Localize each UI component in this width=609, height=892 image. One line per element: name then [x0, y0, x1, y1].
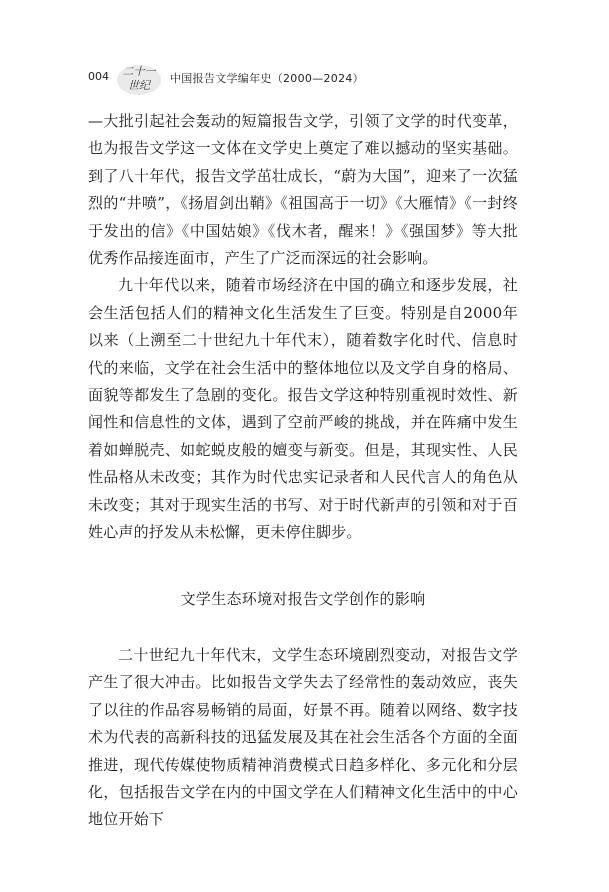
paragraph-1: —大批引起社会轰动的短篇报告文学，引领了文学的时代变革，也为报告文学这一文体在文学史上奠定了难以撼动的坚实基础。到了八十年代，报告文学茁壮成长，“蔚为大国”，迎来了一次猛烈的“井喷”，《扬眉剑出鞘》《祖国高于一切》《大雁情》《一封终于发出的信》《中国姑娘》《伐木者，醒来！》《强国梦》等大批优秀作品接连面市，产生了广泛而深远的社会影响。 — [88, 112, 518, 268]
section-body-text — [88, 642, 518, 834]
svg-text:世纪: 世纪 — [128, 79, 150, 92]
section-paragraph-1: 二十世纪九十年代末，文学生态环境剧烈变动，对报告文学产生了很大冲击。比如报告文学失去了经常性的轰动效应，丧失了以往的作品容易畅销的局面，好景不再。随着以网络、数字技术为代表的高新科技的迅猛发展及其在社会生活各个方面的全面推进，现代传媒使物质精神消费模式日趋多样化、多元化和分层化，包括报告文学在内的中国文学在人们精神文化生活中的中心地位开始下 — [88, 646, 518, 829]
svg-text:二十一: 二十一 — [122, 65, 156, 78]
series-logo — [116, 58, 162, 98]
book-title: 中国报告文学编年史（2000—2024） — [170, 72, 364, 85]
body-text — [88, 108, 518, 547]
section-heading: 文学生态环境对报告文学创作的影响 — [180, 590, 426, 608]
running-header — [88, 58, 528, 98]
page-number: 004 — [88, 70, 109, 83]
paragraph-2: 九十年代以来，随着市场经济在中国的确立和逐步发展，社会生活包括人们的精神文化生活发生了巨变。特别是自2000年以来（上溯至二十世纪九十年代末），随着数字化时代、信息时代的来临，文学在社会生活中的整体地位以及文学自身的格局、面貌等都发生了急剧的变化。报告文学这种特别重视时效性、新闻性和信息性的文体，遇到了空前严峻的挑战，并在阵痛中发生着如蝉脱壳、如蛇蜕皮般的嬗变与新变。但是，其现实性、人民性品格从未改变；其作为时代忠实记录者和人民代言人的角色从未改变；其对于现实生活的书写、对于时代新声的引领和对于百姓心声的抒发从未松懈，更未停住脚步。 — [88, 276, 518, 542]
